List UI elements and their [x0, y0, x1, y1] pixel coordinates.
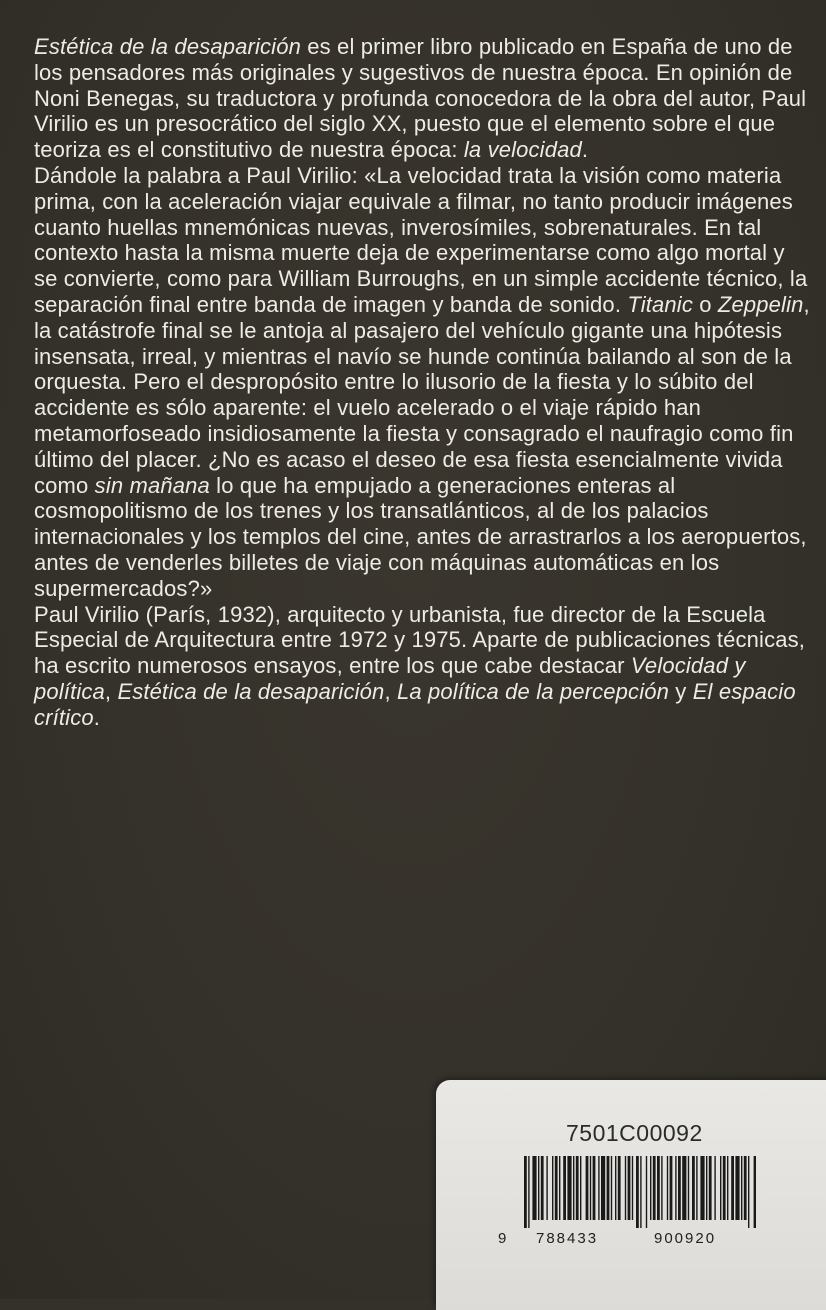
barcode-bar — [590, 1156, 591, 1220]
blurb-italic: Velocidad y política — [34, 653, 746, 704]
blurb-text: o — [693, 291, 718, 317]
barcode-bar — [706, 1156, 707, 1220]
blurb-italic: la velocidad — [463, 137, 582, 163]
barcode-bar — [628, 1156, 631, 1220]
barcode-bar — [524, 1156, 527, 1228]
barcode-bar — [720, 1156, 721, 1220]
blurb-italic: sin mañana — [94, 472, 210, 498]
barcode-bar — [601, 1156, 605, 1220]
barcode-bar — [714, 1156, 715, 1220]
barcode-bar — [741, 1156, 742, 1220]
barcode-bar — [555, 1156, 558, 1220]
barcode-bar — [744, 1156, 747, 1220]
blurb-italic: Zeppelin — [717, 291, 804, 317]
barcode-bar — [675, 1156, 676, 1220]
book-title-italic: Estética de la desaparición — [34, 34, 301, 59]
barcode-bar — [593, 1156, 596, 1220]
blurb-paragraph-author-bio — [34, 602, 814, 731]
barcode-bar — [567, 1156, 571, 1220]
barcode-bar — [646, 1156, 647, 1228]
ean-right-digits: 900920 — [654, 1230, 717, 1247]
barcode-bar — [678, 1156, 681, 1220]
barcode-bar — [552, 1156, 553, 1220]
blurb-italic: Estética de la desaparición — [117, 678, 385, 704]
barcode-bar — [688, 1156, 689, 1220]
barcode-bar — [661, 1156, 662, 1220]
barcode-bar — [607, 1156, 610, 1220]
barcode-bar — [580, 1156, 581, 1220]
barcode-bar — [727, 1156, 728, 1220]
blurb-text: lo que ha empujado a generaciones enteras al cosmopolitismo de los trenes y los transatlánticos, al de los palacios internacionales y los templos del cine, antes de arrastrarlos a los aeropuertos, antes de venderles billetes de viaje con máquinas automáticas en los supermercados?» — [34, 472, 807, 601]
blurb-text: Dándole la palabra a Paul Virilio: «La velocidad trata la visión como materia prima, con la aceleración viajar equivale a filmar, no tanto producir imágenes cuanto huellas mnemónicas nuevas, inverosímiles, sobrenaturales. En tal contexto hasta la misma muerte deja de experimentarse como algo mortal y se convierte, como para William Burroughs, en un simple accidente técnico, la separación final entre banda de imagen y banda de sonido. — [34, 162, 808, 317]
barcode-bar — [723, 1156, 726, 1220]
barcode-bar — [532, 1156, 536, 1220]
blurb-italic: La política de la percepción — [396, 678, 670, 704]
blurb-italic: El espacio crítico — [34, 678, 796, 730]
barcode-bar — [632, 1156, 633, 1220]
blurb-text: , la catástrofe final se le antoja al pasajero del vehículo gigante una hipótesis insensata, irreal, y mientras el navío se hunde continúa bailando al son de la orquesta. Pero el despropósito entre lo ilusorio de la fiesta y lo súbito del accidente es sólo aparente: el vuelo acelerado o el viaje rápido han metamorfoseado insidiosamente la fiesta y consagrado el naufragio como fin último del placer. ¿No es acaso el deseo de esa fiesta esencialmente vivida como — [34, 291, 810, 498]
internal-code-label: 7501C00092 — [566, 1120, 703, 1146]
barcode-bar — [670, 1156, 673, 1220]
ean-left-digits: 788433 — [536, 1230, 599, 1247]
barcode-bar — [657, 1156, 660, 1220]
barcode-bar — [696, 1156, 697, 1220]
barcode-bar — [538, 1156, 539, 1220]
barcode-bar — [640, 1156, 641, 1228]
blurb-text: y — [669, 678, 693, 704]
barcode-bar — [615, 1156, 616, 1220]
barcode-icon — [524, 1156, 756, 1228]
barcode-bar — [586, 1156, 589, 1220]
barcode-bar — [653, 1156, 656, 1220]
barcode-bar — [709, 1156, 712, 1220]
barcode-bar — [541, 1156, 544, 1220]
barcode-bar — [559, 1156, 560, 1220]
barcode-bar — [563, 1156, 566, 1220]
barcode-bar — [735, 1156, 739, 1220]
blurb-text: es el primer libro publicado en España de uno de los pensadores más originales y sugestivos de nuestra época. En opinión de Noni Benegas, su traductora y profunda conocedora de la obra del autor, Paul Virilio es un presocrático del siglo XX, puesto que el elemento sobre el que teoriza es el constitutivo de nuestra época: — [34, 34, 807, 163]
blurb-text: , — [104, 678, 118, 704]
blurb-text: Paul Virilio (París, 1932), arquitecto y urbanista, fue director de la Escuela Especial de Arquitectura entre 1972 y 1975. Aparte de publicaciones técnicas, ha escrito numerosos ensayos, entre los que cabe destacar — [34, 601, 806, 679]
blurb-paragraph-quote — [34, 163, 814, 602]
barcode-bar — [546, 1156, 547, 1220]
blurb-text: , — [384, 678, 397, 704]
blurb-text: . — [93, 704, 100, 730]
barcode-bar — [731, 1156, 734, 1220]
barcode-bar — [618, 1156, 621, 1220]
barcode-bar — [528, 1156, 529, 1228]
barcode-bar — [598, 1156, 599, 1220]
barcode-bar — [625, 1156, 626, 1220]
barcode-bar — [700, 1156, 704, 1220]
blurb-paragraph-intro — [34, 34, 814, 163]
barcode-bar — [650, 1156, 651, 1220]
blurb-text: . — [581, 137, 589, 163]
barcode-bar — [682, 1156, 686, 1220]
barcode-bar — [754, 1156, 756, 1228]
barcode-bar — [573, 1156, 574, 1220]
barcode-bar — [692, 1156, 695, 1220]
barcode-bar — [636, 1156, 639, 1228]
blurb-italic: Titanic — [627, 291, 693, 317]
back-cover-blurb — [34, 34, 814, 731]
barcode-bar — [667, 1156, 668, 1220]
ean-prefix-digit: 9 — [498, 1230, 509, 1247]
barcode-sticker — [436, 1080, 826, 1310]
barcode-bar — [576, 1156, 579, 1220]
barcode-bar — [611, 1156, 612, 1220]
barcode-bar — [748, 1156, 749, 1228]
